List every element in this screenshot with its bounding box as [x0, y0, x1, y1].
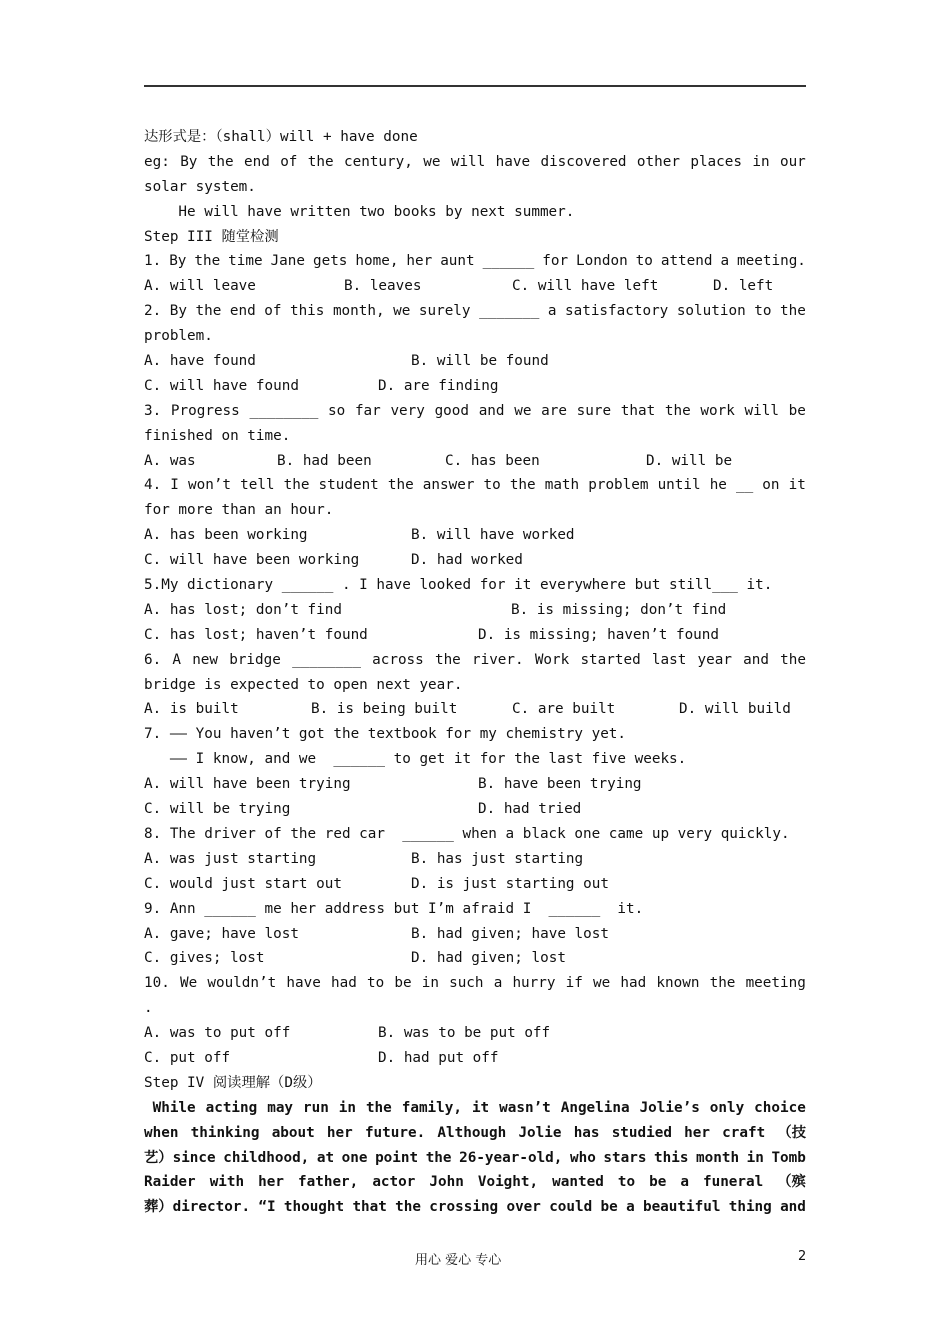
word: 3. — [144, 402, 162, 419]
word: it — [471, 1099, 490, 1116]
word: be — [649, 1174, 667, 1191]
word: the — [395, 1199, 421, 1216]
word: meeting — [745, 975, 806, 992]
word: By — [180, 153, 198, 170]
word: Angelina — [560, 1099, 630, 1116]
word: hurry — [512, 975, 556, 992]
word: places — [690, 153, 742, 170]
word: to — [483, 477, 501, 494]
word: it — [788, 477, 806, 494]
q10-options-row1 — [144, 1021, 806, 1046]
word: stars — [603, 1149, 647, 1166]
word: at — [316, 1149, 335, 1166]
q3-option-d[interactable]: D. will be — [646, 452, 733, 469]
word: the — [387, 477, 414, 494]
word: run — [303, 1099, 329, 1116]
q10-options-row2 — [144, 1046, 806, 1071]
word: Raider — [144, 1174, 196, 1191]
q9-options-row1 — [144, 922, 806, 947]
q5-option-d[interactable]: D. is missing; haven’t found — [478, 626, 720, 643]
word: meeting. — [737, 253, 806, 270]
word: sure — [576, 402, 612, 419]
q7-options-row1 — [144, 772, 806, 797]
word: Work — [534, 651, 570, 668]
word: in — [421, 975, 439, 992]
word: Jolie — [518, 1124, 562, 1141]
word: her — [406, 253, 433, 270]
step4-title: Step IV 阅读理解（D级） — [144, 1074, 322, 1091]
word: solution — [676, 303, 746, 320]
q8-option-b[interactable]: B. has just starting — [411, 850, 584, 867]
word: work — [700, 402, 735, 419]
page-body — [144, 125, 806, 1220]
reading-line-5 — [144, 1195, 806, 1220]
q6-option-b[interactable]: B. is being built — [311, 701, 458, 718]
q2-option-b[interactable]: B. will be found — [411, 353, 549, 370]
word: her — [258, 1174, 284, 1191]
word: I — [170, 477, 179, 494]
header-rule — [144, 85, 806, 87]
word: thought — [283, 1199, 345, 1216]
word: new — [192, 651, 219, 668]
q6-option-d[interactable]: D. will build — [679, 701, 791, 718]
word: the — [283, 477, 310, 494]
q1-options — [144, 274, 806, 299]
q4-stem — [144, 473, 806, 498]
q2-stem — [144, 299, 806, 324]
q4-options-row2 — [144, 548, 806, 573]
word: century, — [344, 153, 413, 170]
q4-option-d[interactable]: D. had worked — [411, 552, 523, 569]
q9-option-c[interactable]: C. gives; lost — [144, 950, 265, 967]
word: wasn’t — [499, 1099, 551, 1116]
q6-options — [144, 697, 806, 722]
q6-option-a[interactable]: A. is built — [144, 701, 239, 718]
word: bridge — [229, 651, 281, 668]
word: we — [593, 975, 611, 992]
word: other — [636, 153, 680, 170]
word: actor — [372, 1174, 416, 1191]
word: _______ — [479, 303, 540, 320]
q3-options — [144, 449, 806, 474]
word: so — [328, 402, 346, 419]
word: studied — [611, 1124, 672, 1141]
word: such — [449, 975, 484, 992]
q10-stem-cont: . — [144, 1000, 153, 1017]
word: tell — [240, 477, 275, 494]
word: problem — [588, 477, 649, 494]
form-line: 达形式是：（shall）will + have done — [144, 129, 418, 145]
word: to — [754, 303, 772, 320]
q4-option-c[interactable]: C. will have been working — [144, 552, 360, 569]
word: to — [617, 1174, 636, 1191]
word: this — [654, 1149, 689, 1166]
word: will — [744, 402, 779, 419]
word: last — [651, 651, 687, 668]
q4-option-b[interactable]: B. will have worked — [411, 527, 575, 544]
q3-stem-cont: finished on time. — [144, 427, 291, 444]
word: in — [752, 153, 770, 170]
q6-option-c[interactable]: C. are built — [512, 701, 616, 718]
word: with — [209, 1174, 245, 1191]
q8-option-d[interactable]: D. is just starting out — [411, 875, 609, 892]
word: ________ — [249, 402, 319, 419]
word: 4. — [144, 477, 162, 494]
q1-option-c[interactable]: C. will have left — [512, 278, 659, 295]
word: in — [338, 1099, 356, 1116]
example-line-1 — [144, 150, 806, 175]
word: very — [390, 402, 425, 419]
word: answer — [422, 477, 475, 494]
word: aunt — [440, 253, 475, 270]
word: student — [318, 477, 379, 494]
word: her — [684, 1124, 710, 1141]
word: We — [179, 975, 198, 992]
word: known — [656, 975, 700, 992]
word: family, — [401, 1099, 462, 1116]
word: 艺）since — [144, 1149, 216, 1166]
word: beautiful — [642, 1199, 721, 1216]
q2-option-c[interactable]: C. will have found — [144, 377, 299, 394]
word: on — [762, 477, 780, 494]
word: be — [600, 1199, 618, 1216]
word: time — [228, 253, 263, 270]
word: will — [450, 153, 486, 170]
word: that — [352, 1199, 387, 1216]
q2-options-row2 — [144, 374, 806, 399]
word: Voight, — [477, 1174, 539, 1191]
word: the — [365, 1099, 392, 1116]
word: John — [429, 1174, 464, 1191]
word: and — [478, 402, 505, 419]
word: satisfactory — [565, 303, 669, 320]
word: and — [743, 651, 769, 668]
word: choice — [754, 1099, 806, 1116]
q4-options-row1 — [144, 523, 806, 548]
word: the — [207, 153, 234, 170]
example-line-2: solar system. — [144, 178, 256, 195]
word: wouldn’t — [207, 975, 277, 992]
word: home, — [355, 253, 399, 270]
word: ________ — [292, 651, 361, 668]
word: childhood, — [223, 1149, 310, 1166]
word: father, — [298, 1174, 359, 1191]
word: 葬）director. — [144, 1199, 251, 1216]
word: could — [549, 1199, 593, 1216]
word: surely — [418, 303, 471, 320]
word: the — [425, 1149, 452, 1166]
word: month — [696, 1149, 740, 1166]
word: the — [195, 303, 222, 320]
word: By — [169, 253, 187, 270]
q2-option-d[interactable]: D. are finding — [378, 377, 499, 394]
word: until — [657, 477, 701, 494]
word: about — [271, 1124, 315, 1141]
q10-stem — [144, 971, 806, 996]
word: While — [144, 1099, 196, 1116]
word: over — [506, 1199, 541, 1216]
page-number: 2 — [798, 1249, 807, 1264]
word: the — [664, 402, 691, 419]
word: our — [779, 153, 806, 170]
q10-option-a[interactable]: A. was to put off — [144, 1025, 291, 1042]
q1-stem — [144, 249, 806, 274]
word: started — [580, 651, 641, 668]
word: gets — [312, 253, 348, 270]
word: be — [788, 402, 806, 419]
word: London — [576, 253, 628, 270]
reading-line-3 — [144, 1146, 806, 1171]
word: __ — [736, 477, 754, 494]
q8-stem: 8. The driver of the red car ______ when a black one came up very quickly. — [144, 825, 790, 842]
word: point — [375, 1149, 419, 1166]
word: to — [366, 975, 385, 992]
word: Although — [437, 1124, 507, 1141]
q8-options-row2 — [144, 872, 806, 897]
word: of — [264, 303, 282, 320]
word: had — [330, 975, 357, 992]
word: end — [229, 303, 256, 320]
word: math — [544, 477, 580, 494]
word: craft — [722, 1124, 766, 1141]
word: thing — [728, 1199, 772, 1216]
q10-option-c[interactable]: C. put off — [144, 1049, 231, 1066]
word: we — [423, 153, 441, 170]
word: had — [620, 975, 647, 992]
word: be — [394, 975, 412, 992]
word: the — [434, 651, 461, 668]
word: to — [635, 253, 653, 270]
word: thinking — [190, 1124, 260, 1141]
word: won’t — [187, 477, 232, 494]
word: if — [565, 975, 583, 992]
q9-option-a[interactable]: A. gave; have lost — [144, 925, 299, 942]
q6-stem-cont: bridge is expected to open next year. — [144, 676, 463, 693]
reading-line-2 — [144, 1121, 806, 1146]
reading-line-4 — [144, 1170, 806, 1195]
word: Progress — [170, 402, 240, 419]
word: funeral — [702, 1174, 764, 1191]
word: a — [493, 975, 503, 992]
q7-option-c[interactable]: C. will be trying — [144, 801, 291, 818]
word: are — [541, 402, 567, 419]
word: good — [434, 402, 470, 419]
word: 2. — [144, 303, 162, 320]
q10-option-b[interactable]: B. was to be put off — [378, 1025, 551, 1042]
word: in — [746, 1149, 764, 1166]
word: end — [244, 153, 270, 170]
word: a — [626, 1199, 635, 1216]
word: discovered — [540, 153, 627, 170]
q7-stem-1: 7. —— You haven’t got the textbook for my chemistry yet. — [144, 726, 627, 743]
word: this — [289, 303, 325, 320]
word: who — [569, 1149, 596, 1166]
word: the — [509, 477, 536, 494]
word: ______ — [482, 253, 535, 270]
word: （技 — [777, 1124, 806, 1141]
word: a — [547, 303, 557, 320]
word: across — [372, 651, 424, 668]
q9-option-d[interactable]: D. had given; lost — [411, 950, 566, 967]
word: when — [144, 1124, 179, 1141]
footer-motto: 用心 爱心 专心 — [415, 1253, 502, 1268]
word: Jane — [270, 253, 306, 270]
word: her — [326, 1124, 353, 1141]
q6-stem — [144, 648, 806, 673]
q7-options-row2 — [144, 797, 806, 822]
q5-option-c[interactable]: C. has lost; haven’t found — [144, 626, 368, 643]
word: and — [780, 1199, 806, 1216]
q5-option-b[interactable]: B. is missing; don’t find — [511, 601, 727, 618]
q4-option-a[interactable]: A. has been working — [144, 527, 308, 544]
reading-line-1 — [144, 1096, 806, 1121]
step3-title: Step III 随堂检测 — [144, 228, 279, 245]
word: By — [169, 303, 187, 320]
word: attend — [660, 253, 713, 270]
q9-stem: 9. Ann ______ me her address but I’m afraid I ______ it. — [144, 900, 644, 917]
q2-option-a[interactable]: A. have found — [144, 353, 256, 370]
word: we — [393, 303, 411, 320]
q1-option-a[interactable]: A. will leave — [144, 278, 256, 295]
q3-option-a[interactable]: A. was — [144, 452, 196, 469]
word: Jolie’s — [639, 1099, 700, 1116]
word: he — [709, 477, 727, 494]
word: 26-year-old, — [459, 1149, 563, 1166]
word: have — [286, 975, 321, 992]
q3-option-b[interactable]: B. had been — [277, 452, 372, 469]
word: a — [680, 1174, 689, 1191]
word: for — [542, 253, 569, 270]
word: acting — [205, 1099, 258, 1116]
word: the — [780, 651, 806, 668]
q4-stem-cont: for more than an hour. — [144, 502, 334, 519]
q7-stem-2: —— I know, and we ______ to get it for the last five weeks. — [144, 751, 687, 768]
word: one — [341, 1149, 368, 1166]
word: year — [697, 651, 732, 668]
word: crossing — [429, 1199, 499, 1216]
word: A — [172, 651, 182, 668]
q9-option-b[interactable]: B. had given; have lost — [411, 925, 609, 942]
word: Tomb — [771, 1149, 806, 1166]
word: the — [709, 975, 736, 992]
word: 10. — [144, 975, 170, 992]
word: eg: — [144, 153, 170, 170]
q8-option-c[interactable]: C. would just start out — [144, 875, 342, 892]
q2-stem-cont: problem. — [144, 328, 213, 345]
word: “I — [258, 1199, 276, 1216]
word: 1. — [144, 253, 162, 270]
word: only — [709, 1099, 745, 1116]
example-line-3: He will have written two books by next summer. — [144, 203, 575, 220]
q7-option-a[interactable]: A. will have been trying — [144, 776, 351, 793]
q9-options-row2 — [144, 946, 806, 971]
q5-option-a[interactable]: A. has lost; don’t find — [144, 601, 342, 618]
q1-option-d[interactable]: D. left — [713, 278, 774, 295]
q5-options-row1 — [144, 598, 806, 623]
word: the — [194, 253, 221, 270]
q1-option-b[interactable]: B. leaves — [344, 278, 422, 295]
word: the — [779, 303, 806, 320]
word: a — [720, 253, 730, 270]
word: far — [354, 402, 381, 419]
q7-option-b[interactable]: B. have been trying — [478, 776, 642, 793]
word: 6. — [144, 651, 162, 668]
q10-option-d[interactable]: D. had put off — [378, 1049, 499, 1066]
word: of — [280, 153, 298, 170]
word: river. — [471, 651, 524, 668]
word: we — [514, 402, 532, 419]
word: have — [495, 153, 531, 170]
q3-option-c[interactable]: C. has been — [445, 452, 540, 469]
word: the — [307, 153, 334, 170]
q8-options-row1 — [144, 847, 806, 872]
q2-options-row1 — [144, 349, 806, 374]
word: that — [620, 402, 656, 419]
q5-stem: 5.My dictionary ______ . I have looked for it everywhere but still___ it. — [144, 577, 773, 594]
word: month, — [332, 303, 385, 320]
word: may — [267, 1099, 294, 1116]
word: （殡 — [777, 1174, 806, 1191]
word: wanted — [552, 1174, 604, 1191]
word: future. — [364, 1124, 426, 1141]
q5-options-row2 — [144, 623, 806, 648]
q3-stem — [144, 399, 806, 424]
q8-option-a[interactable]: A. was just starting — [144, 850, 317, 867]
q7-option-d[interactable]: D. had tried — [478, 801, 582, 818]
word: has — [573, 1124, 600, 1141]
